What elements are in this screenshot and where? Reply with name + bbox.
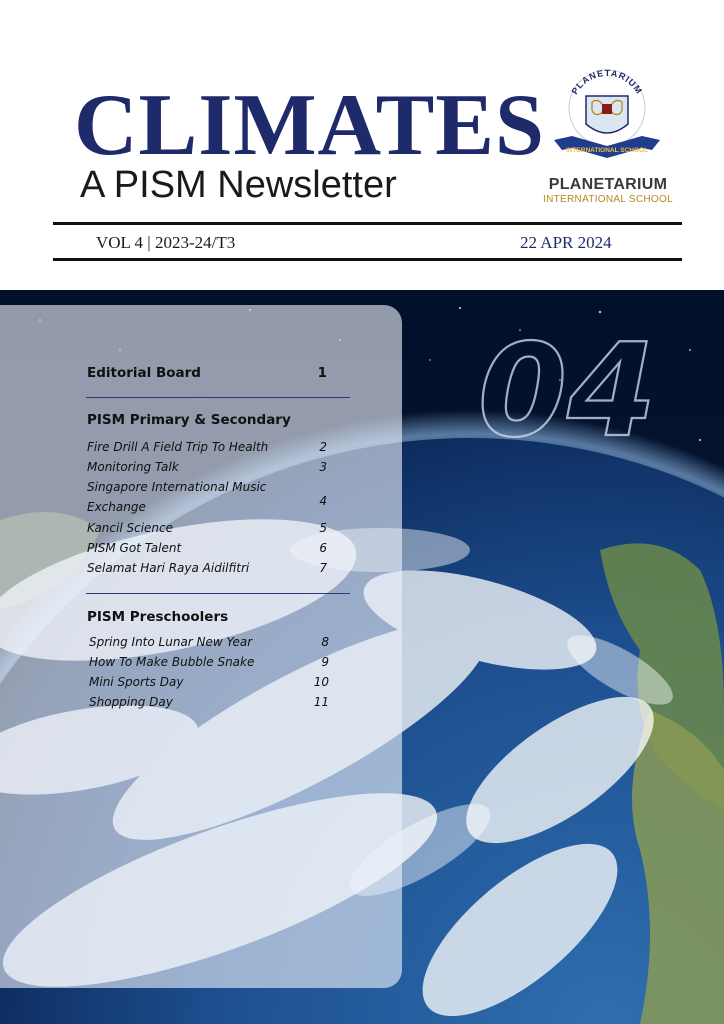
toc-item-title: Spring Into Lunar New Year [89,635,253,649]
toc-editorial-page: 1 [317,365,327,381]
toc-item-page: 4 [319,494,327,508]
toc-item-title: Selamat Hari Raya Aidilfitri [87,561,250,575]
toc-editorial-row[interactable] [87,365,327,385]
newsletter-subtitle: A PISM Newsletter [80,164,397,206]
toc-item-page: 3 [319,460,327,474]
header-rule-top [53,222,682,225]
toc-item[interactable] [87,457,327,477]
toc-item[interactable] [87,437,327,457]
toc-editorial-title: Editorial Board [87,365,201,381]
toc-item-page: 6 [319,541,327,555]
school-name: PLANETARIUM [548,176,668,193]
toc-item-page: 10 [313,675,329,689]
school-subname: INTERNATIONAL SCHOOL [543,194,673,205]
toc-item-title: Kancil Science [87,521,173,535]
toc-item-page: 11 [313,695,329,709]
header-rule-bottom [53,258,682,261]
toc-item-page: 5 [319,521,327,535]
toc-item-title: Shopping Day [89,695,173,709]
crest-arc-text: PLANETARIUM [569,67,645,97]
table-of-contents-panel [0,305,402,988]
toc-section-heading: PISM Primary & Secondary [87,412,291,428]
toc-divider [86,593,350,594]
toc-section-heading: PISM Preschoolers [87,609,229,625]
newsletter-title: CLIMATES [74,77,545,174]
toc-item-title: How To Make Bubble Snake [89,655,255,669]
toc-item-page: 2 [319,440,327,454]
toc-item-title: PISM Got Talent [87,541,182,555]
toc-item[interactable] [87,477,327,517]
toc-item-title: Mini Sports Day [89,675,184,689]
toc-item[interactable] [89,692,329,712]
toc-item-page: 9 [321,655,329,669]
volume-label: VOL 4 | 2023-24/T3 [96,233,236,252]
toc-item-title: Singapore International Music Exchange [87,480,267,514]
toc-item[interactable] [89,672,329,692]
toc-item[interactable] [87,558,327,578]
toc-item-title: Monitoring Talk [87,460,179,474]
toc-item[interactable] [87,518,327,538]
toc-item-page: 8 [321,635,329,649]
issue-date: 22 APR 2024 [520,233,612,252]
crest-ribbon-text: INTERNATIONAL SCHOOL [565,147,649,154]
toc-item[interactable] [89,632,329,652]
toc-divider [86,397,350,398]
toc-item-title: Fire Drill A Field Trip To Health [87,440,269,454]
masthead [0,0,724,290]
toc-item[interactable] [87,538,327,558]
toc-item-page: 7 [319,561,327,575]
toc-item[interactable] [89,652,329,672]
issue-number: 04 [478,317,657,466]
school-crest-logo [548,66,666,166]
